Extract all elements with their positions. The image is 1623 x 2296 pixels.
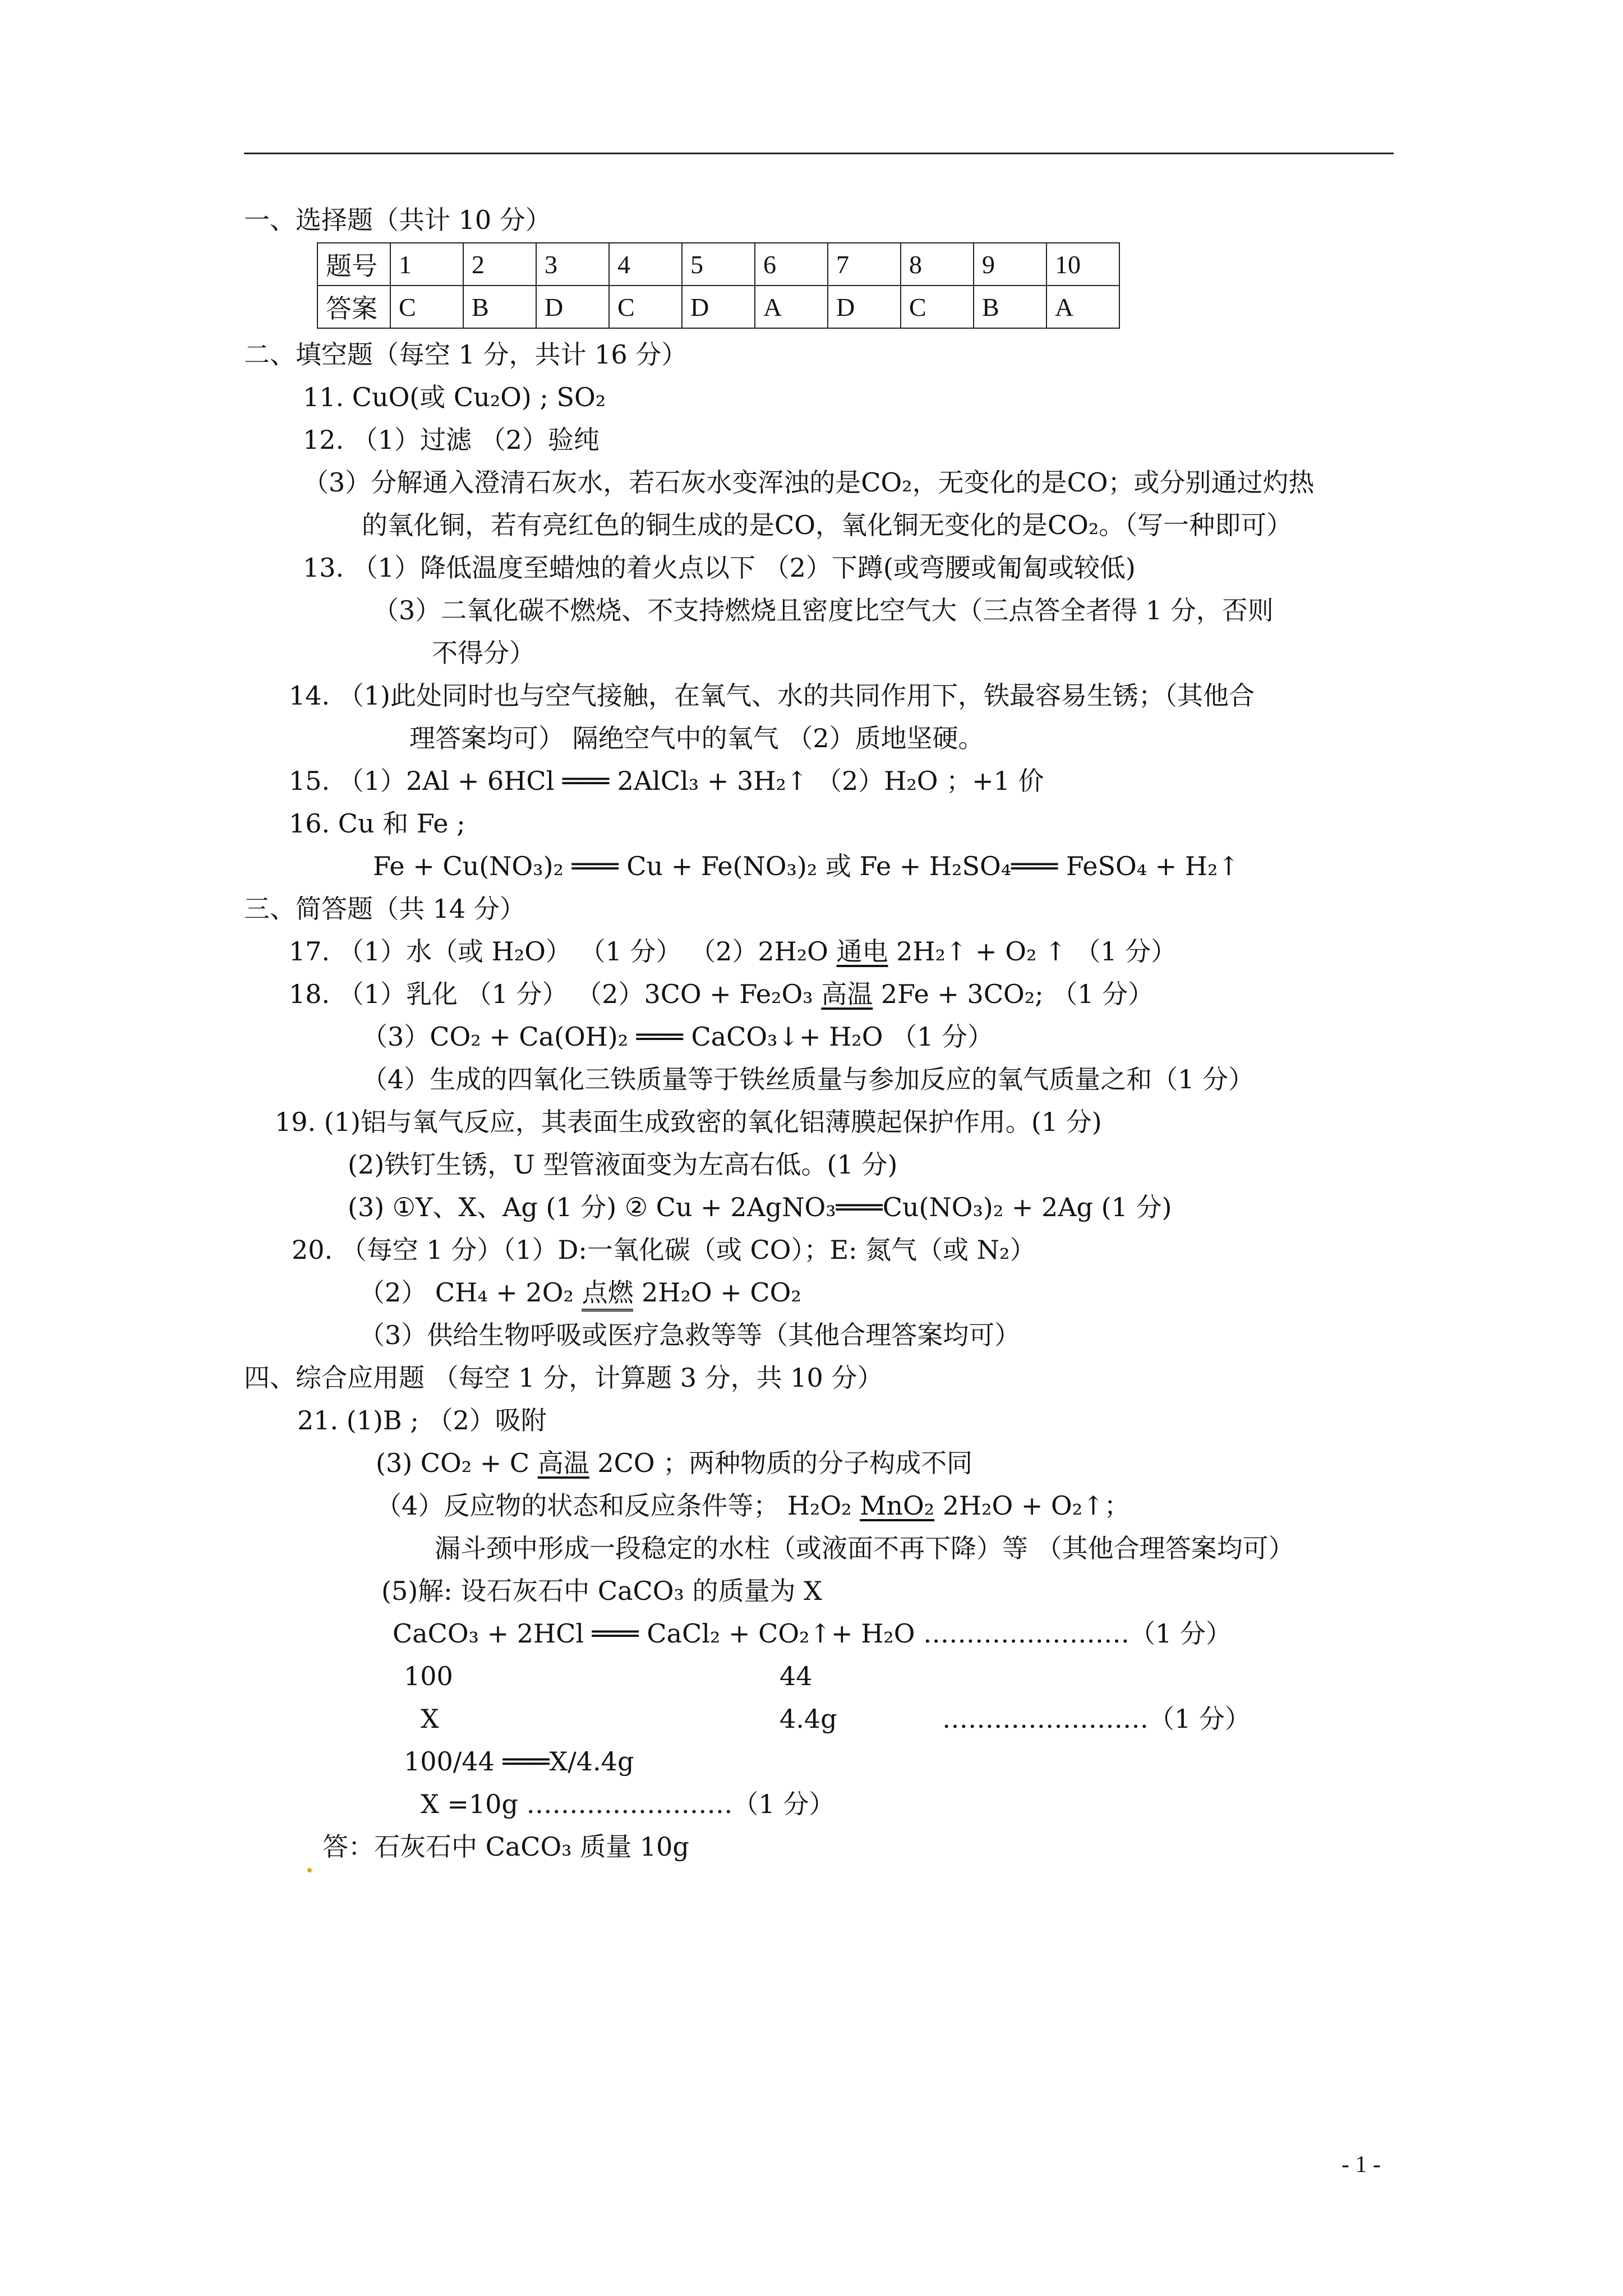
answer-line-17 <box>289 935 1177 968</box>
bullet-dot <box>307 1868 312 1872</box>
calc-molar-mass-caco3: 100 <box>404 1661 453 1691</box>
section-3-title: 三、简答题（共 14 分） <box>244 894 525 924</box>
equation-text: （4）反应物的状态和反应条件等； H₂O₂ <box>376 1490 860 1521</box>
table-cell-num: 1 <box>390 243 463 286</box>
answer-table <box>317 242 1120 329</box>
table-row-numbers <box>317 243 1119 286</box>
calc-molar-mass-co2: 44 <box>780 1661 813 1691</box>
reaction-condition: MnO₂ <box>860 1490 935 1521</box>
table-row-answers <box>317 286 1119 328</box>
table-cell-answer: D <box>536 286 609 328</box>
answer-line-21c <box>376 1489 1130 1522</box>
equation-text: 18. （1）乳化 （1 分） （2）3CO + Fe₂O₃ <box>289 979 822 1009</box>
final-answer: 答：石灰石中 CaCO₃ 质量 10g <box>322 1832 689 1862</box>
table-cell-num: 3 <box>536 243 609 286</box>
answer-line-18c: （4）生成的四氧化三铁质量等于铁丝质量与参加反应的氧气质量之和（1 分） <box>362 1064 1255 1094</box>
table-cell-answer: A <box>1046 286 1119 328</box>
table-answer-label: 答案 <box>317 286 390 328</box>
reaction-condition: 通电 <box>836 936 888 967</box>
table-cell-num: 4 <box>609 243 682 286</box>
answer-line-13a: 13. （1）降低温度至蜡烛的着火点以下 （2）下蹲(或弯腰或匍匐或较低) <box>303 553 1136 583</box>
table-cell-answer: B <box>463 286 536 328</box>
table-cell-answer: C <box>390 286 463 328</box>
table-cell-num: 2 <box>463 243 536 286</box>
answer-line-13c: 不得分） <box>432 638 535 668</box>
section-1-title: 一、选择题（共计 10 分） <box>244 205 551 235</box>
calc-line-equation: CaCO₃ + 2HCl ═══ CaCl₂ + CO₂↑+ H₂O ……………………（1 分） <box>393 1618 1232 1649</box>
table-cell-num: 9 <box>974 243 1046 286</box>
answer-line-21b <box>376 1446 972 1480</box>
answer-line-20c: （3）供给生物呼吸或医疗急救等等（其他合理答案均可） <box>359 1320 1021 1350</box>
reaction-condition: 高温 <box>821 979 873 1009</box>
table-cell-answer: C <box>609 286 682 328</box>
table-cell-num: 10 <box>1046 243 1119 286</box>
answer-line-20a: 20. （每空 1 分）（1）D:一氧化碳（或 CO）；E: 氮气（或 N₂） <box>292 1235 1036 1265</box>
table-cell-num: 6 <box>755 243 828 286</box>
answer-line-18a <box>289 977 1154 1011</box>
page-number: - 1 - <box>1341 2152 1381 2178</box>
table-header-label: 题号 <box>317 243 390 286</box>
answer-line-16b: Fe + Cu(NO₃)₂ ═══ Cu + Fe(NO₃)₂ 或 Fe + H₂SO₄═══ FeSO₄ + H₂↑ <box>373 851 1240 881</box>
answer-line-21a: 21. (1)B ; （2）吸附 <box>297 1405 547 1435</box>
equation-text: 2Fe + 3CO₂; （1 分） <box>873 979 1154 1009</box>
table-cell-answer: A <box>755 286 828 328</box>
equation-text: 17. （1）水（或 H₂O） （1 分） （2）2H₂O <box>289 936 837 967</box>
answer-line-20b <box>359 1276 801 1309</box>
section-2-title: 二、填空题（每空 1 分，共计 16 分） <box>244 339 688 370</box>
equation-text: 2CO ；两种物质的分子构成不同 <box>589 1448 973 1478</box>
reaction-condition: 点燃 <box>582 1277 633 1312</box>
calc-unknown-x: X <box>421 1704 439 1734</box>
equation-text: (3) CO₂ + C <box>376 1448 538 1478</box>
answer-line-19b: (2)铁钉生锈，U 型管液面变为左高右低。(1 分) <box>348 1149 898 1180</box>
answer-line-18b: （3）CO₂ + Ca(OH)₂ ═══ CaCO₃↓+ H₂O （1 分） <box>362 1022 993 1052</box>
calc-proportion: 100/44 ═══X/4.4g <box>404 1746 634 1777</box>
section-4-title: 四、综合应用题 （每空 1 分，计算题 3 分，共 10 分） <box>244 1363 883 1393</box>
answer-line-12b: （3）分解通入澄清石灰水，若石灰水变浑浊的是CO₂，无变化的是CO；或分别通过灼热 <box>303 467 1315 498</box>
table-cell-num: 7 <box>828 243 901 286</box>
table-cell-answer: B <box>974 286 1046 328</box>
calc-score-note: ……………………（1 分） <box>942 1704 1251 1734</box>
equation-text: 2H₂O + CO₂ <box>633 1277 801 1308</box>
reaction-condition: 高温 <box>537 1448 589 1478</box>
answer-line-12c: 的氧化铜，若有亮红色的铜生成的是CO，氧化铜无变化的是CO₂。（写一种即可） <box>362 510 1293 540</box>
answer-line-12a: 12. （1）过滤 （2）验纯 <box>303 425 600 455</box>
answer-line-21d: 漏斗颈中形成一段稳定的水柱（或液面不再下降）等 （其他合理答案均可） <box>435 1533 1294 1563</box>
answer-line-19a: 19. (1)铝与氧气反应，其表面生成致密的氧化铝薄膜起保护作用。(1 分) <box>275 1107 1102 1137</box>
answer-line-15: 15. （1）2Al + 6HCl ═══ 2AlCl₃ + 3H₂↑ （2）H₂O ；+1 价 <box>289 766 1044 796</box>
answer-line-11: 11. CuO(或 Cu₂O) ; SO₂ <box>303 382 606 412</box>
answer-line-14a: 14. （1)此处同时也与空气接触，在氧气、水的共同作用下，铁最容易生锈；（其他合 <box>289 680 1255 711</box>
answer-line-13b: （3）二氧化碳不燃烧、不支持燃烧且密度比空气大（三点答全者得 1 分，否则 <box>373 595 1274 625</box>
equation-text: 2H₂O + O₂↑； <box>934 1490 1130 1521</box>
calc-result: X =10g ……………………（1 分） <box>421 1789 835 1819</box>
calc-co2-mass: 4.4g <box>780 1704 837 1734</box>
answer-line-21e: (5)解: 设石灰石中 CaCO₃ 的质量为 X <box>381 1576 822 1606</box>
table-cell-num: 8 <box>901 243 974 286</box>
answer-line-16a: 16. Cu 和 Fe ; <box>289 808 465 839</box>
table-cell-num: 5 <box>682 243 755 286</box>
answer-line-19c: (3) ①Y、X、Ag (1 分) ② Cu + 2AgNO₃═══Cu(NO₃)₂ + 2Ag (1 分) <box>348 1192 1172 1222</box>
table-cell-answer: C <box>901 286 974 328</box>
header-rule <box>244 153 1394 154</box>
table-cell-answer: D <box>682 286 755 328</box>
equation-text: 2H₂↑ + O₂ ↑ （1 分） <box>888 936 1177 967</box>
equation-text: （2） CH₄ + 2O₂ <box>359 1277 582 1308</box>
table-cell-answer: D <box>828 286 901 328</box>
answer-line-14b: 理答案均可） 隔绝空气中的氧气 （2）质地坚硬。 <box>409 723 984 753</box>
